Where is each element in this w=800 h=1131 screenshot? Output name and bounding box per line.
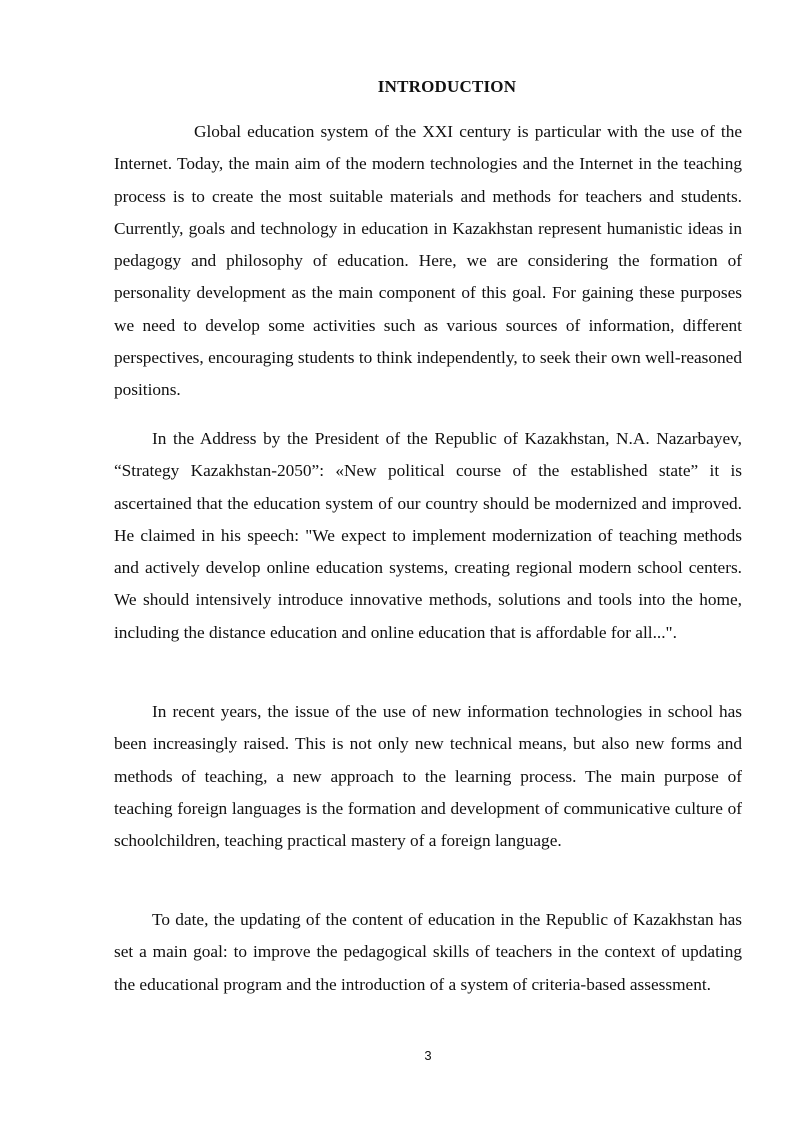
paragraph-global-education: Global education system of the XXI century is particular with the use of the Internet. Today, the main aim of the modern technologies and the Internet in the teaching process is to create the most suitable materials and methods for teachers and students. Currently, goals and technology in education in Kazakhstan represent humanistic ideas in pedagogy and philosophy of education. Here, we are considering the formation of personality development as the main component of this goal. For gaining these purposes we need to develop some activities such as various sources of information, different perspectives, encouraging students to think independently, to seek their own well-reasoned positions. bbox=[114, 122, 742, 400]
paragraph-content-updating: To date, the updating of the content of education in the Republic of Kazakhstan has set a main goal: to improve the pedagogical skills of teachers in the context of updating the educational program and the introduction of a system of criteria-based assessment. bbox=[114, 910, 742, 994]
page-title: INTRODUCTION bbox=[377, 77, 517, 96]
document-page bbox=[114, 0, 742, 1131]
paragraph-information-technologies: In recent years, the issue of the use of new information technologies in school has been increasingly raised. This is not only new technical means, but also new forms and methods of teaching, a new approach to the learning process. The main purpose of teaching foreign languages is the formation and development of communicative culture of schoolchildren, teaching practical mastery of a foreign language. bbox=[114, 702, 742, 851]
paragraph-presidential-address: In the Address by the President of the Republic of Kazakhstan, N.A. Nazarbayev, “Strategy Kazakhstan-2050”: «New political course of the established state” it is ascertained that the education system of our country should be modernized and improved. He claimed in his speech: "We expect to implement modernization of teaching methods and actively develop online education systems, creating regional modern school centers. We should intensively introduce innovative methods, solutions and tools into the home, including the distance education and online education that is affordable for all...". bbox=[114, 429, 742, 642]
page-number: 3 bbox=[424, 1048, 432, 1063]
